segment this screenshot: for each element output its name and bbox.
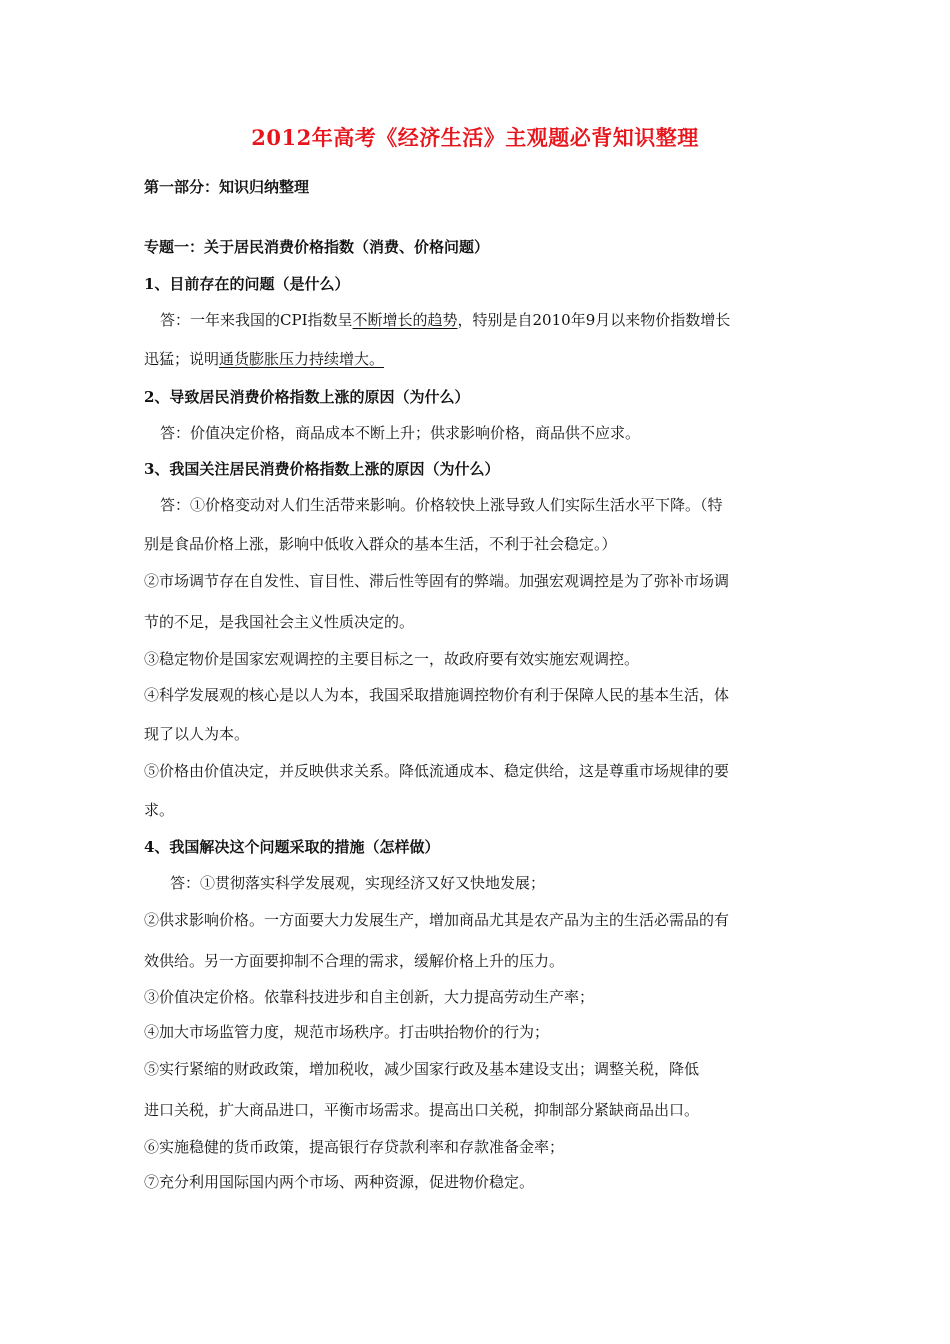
question-3-answer-line: 求。 — [144, 801, 175, 819]
question-1-heading: 1、目前存在的问题（是什么） — [144, 275, 350, 293]
topic-heading: 专题一：关于居民消费价格指数（消费、价格问题） — [144, 238, 490, 256]
question-4-answer-line: ⑥实施稳健的货币政策，提高银行存贷款利率和存款准备金率； — [144, 1138, 565, 1156]
question-4-answer-line: ③价值决定价格。依靠科技进步和自主创新，大力提高劳动生产率； — [144, 988, 595, 1006]
question-4-answer-line: 答：①贯彻落实科学发展观，实现经济又好又快地发展； — [170, 874, 546, 892]
question-4-answer-line: ⑤实行紧缩的财政政策，增加税收，减少国家行政及基本建设支出；调整关税，降低 — [144, 1060, 700, 1078]
question-3-answer-line: 别是食品价格上涨，影响中低收入群众的基本生活，不利于社会稳定。） — [144, 535, 617, 553]
question-4-answer-line: ④加大市场监管力度，规范市场秩序。打击哄抬物价的行为； — [144, 1023, 550, 1041]
question-2-heading: 2、导致居民消费价格指数上涨的原因（为什么） — [144, 388, 470, 406]
question-3-answer-line: 现了以人为本。 — [144, 725, 250, 743]
question-4-answer-line: 进口关税，扩大商品进口，平衡市场需求。提高出口关税，抑制部分紧缺商品出口。 — [144, 1101, 700, 1119]
question-3-answer-line: ②市场调节存在自发性、盲目性、滞后性等固有的弊端。加强宏观调控是为了弥补市场调 — [144, 572, 730, 590]
answer-text: ，特别是自2010年9月以来物价指数增长 — [457, 311, 731, 329]
question-3-answer-line: 节的不足，是我国社会主义性质决定的。 — [144, 613, 415, 631]
question-3-answer-line: ④科学发展观的核心是以人为本，我国采取措施调控物价有利于保障人民的基本生活，体 — [144, 686, 730, 704]
question-4-answer-line: ⑦充分利用国际国内两个市场、两种资源，促进物价稳定。 — [144, 1173, 535, 1191]
question-3-heading: 3、我国关注居民消费价格指数上涨的原因（为什么） — [144, 460, 500, 478]
question-1-answer-line-1 — [160, 309, 840, 331]
question-2-answer: 答：价值决定价格，商品成本不断上升；供求影响价格，商品供不应求。 — [160, 424, 641, 442]
question-4-heading: 4、我国解决这个问题采取的措施（怎样做） — [144, 838, 440, 856]
underlined-text: 不断增长的趋势 — [352, 311, 458, 329]
document-title: 2012年高考《经济生活》主观题必背知识整理 — [251, 125, 699, 150]
underlined-text: 通货膨胀压力持续增大。 — [219, 350, 385, 368]
question-3-answer-line: 答：①价格变动对人们生活带来影响。价格较快上涨导致人们实际生活水平下降。（特 — [160, 496, 723, 514]
answer-text: 答：一年来我国的CPI指数呈 — [160, 311, 353, 329]
question-3-answer-line: ⑤价格由价值决定，并反映供求关系。降低流通成本、稳定供给，这是尊重市场规律的要 — [144, 762, 730, 780]
part-heading: 第一部分：知识归纳整理 — [144, 178, 310, 196]
answer-text: 迅猛；说明 — [144, 350, 220, 368]
question-3-answer-line: ③稳定物价是国家宏观调控的主要目标之一，故政府要有效实施宏观调控。 — [144, 650, 640, 668]
question-4-answer-line: 效供给。另一方面要抑制不合理的需求，缓解价格上升的压力。 — [144, 952, 565, 970]
question-4-answer-line: ②供求影响价格。一方面要大力发展生产，增加商品尤其是农产品为主的生活必需品的有 — [144, 911, 730, 929]
question-1-answer-line-2 — [144, 348, 824, 370]
